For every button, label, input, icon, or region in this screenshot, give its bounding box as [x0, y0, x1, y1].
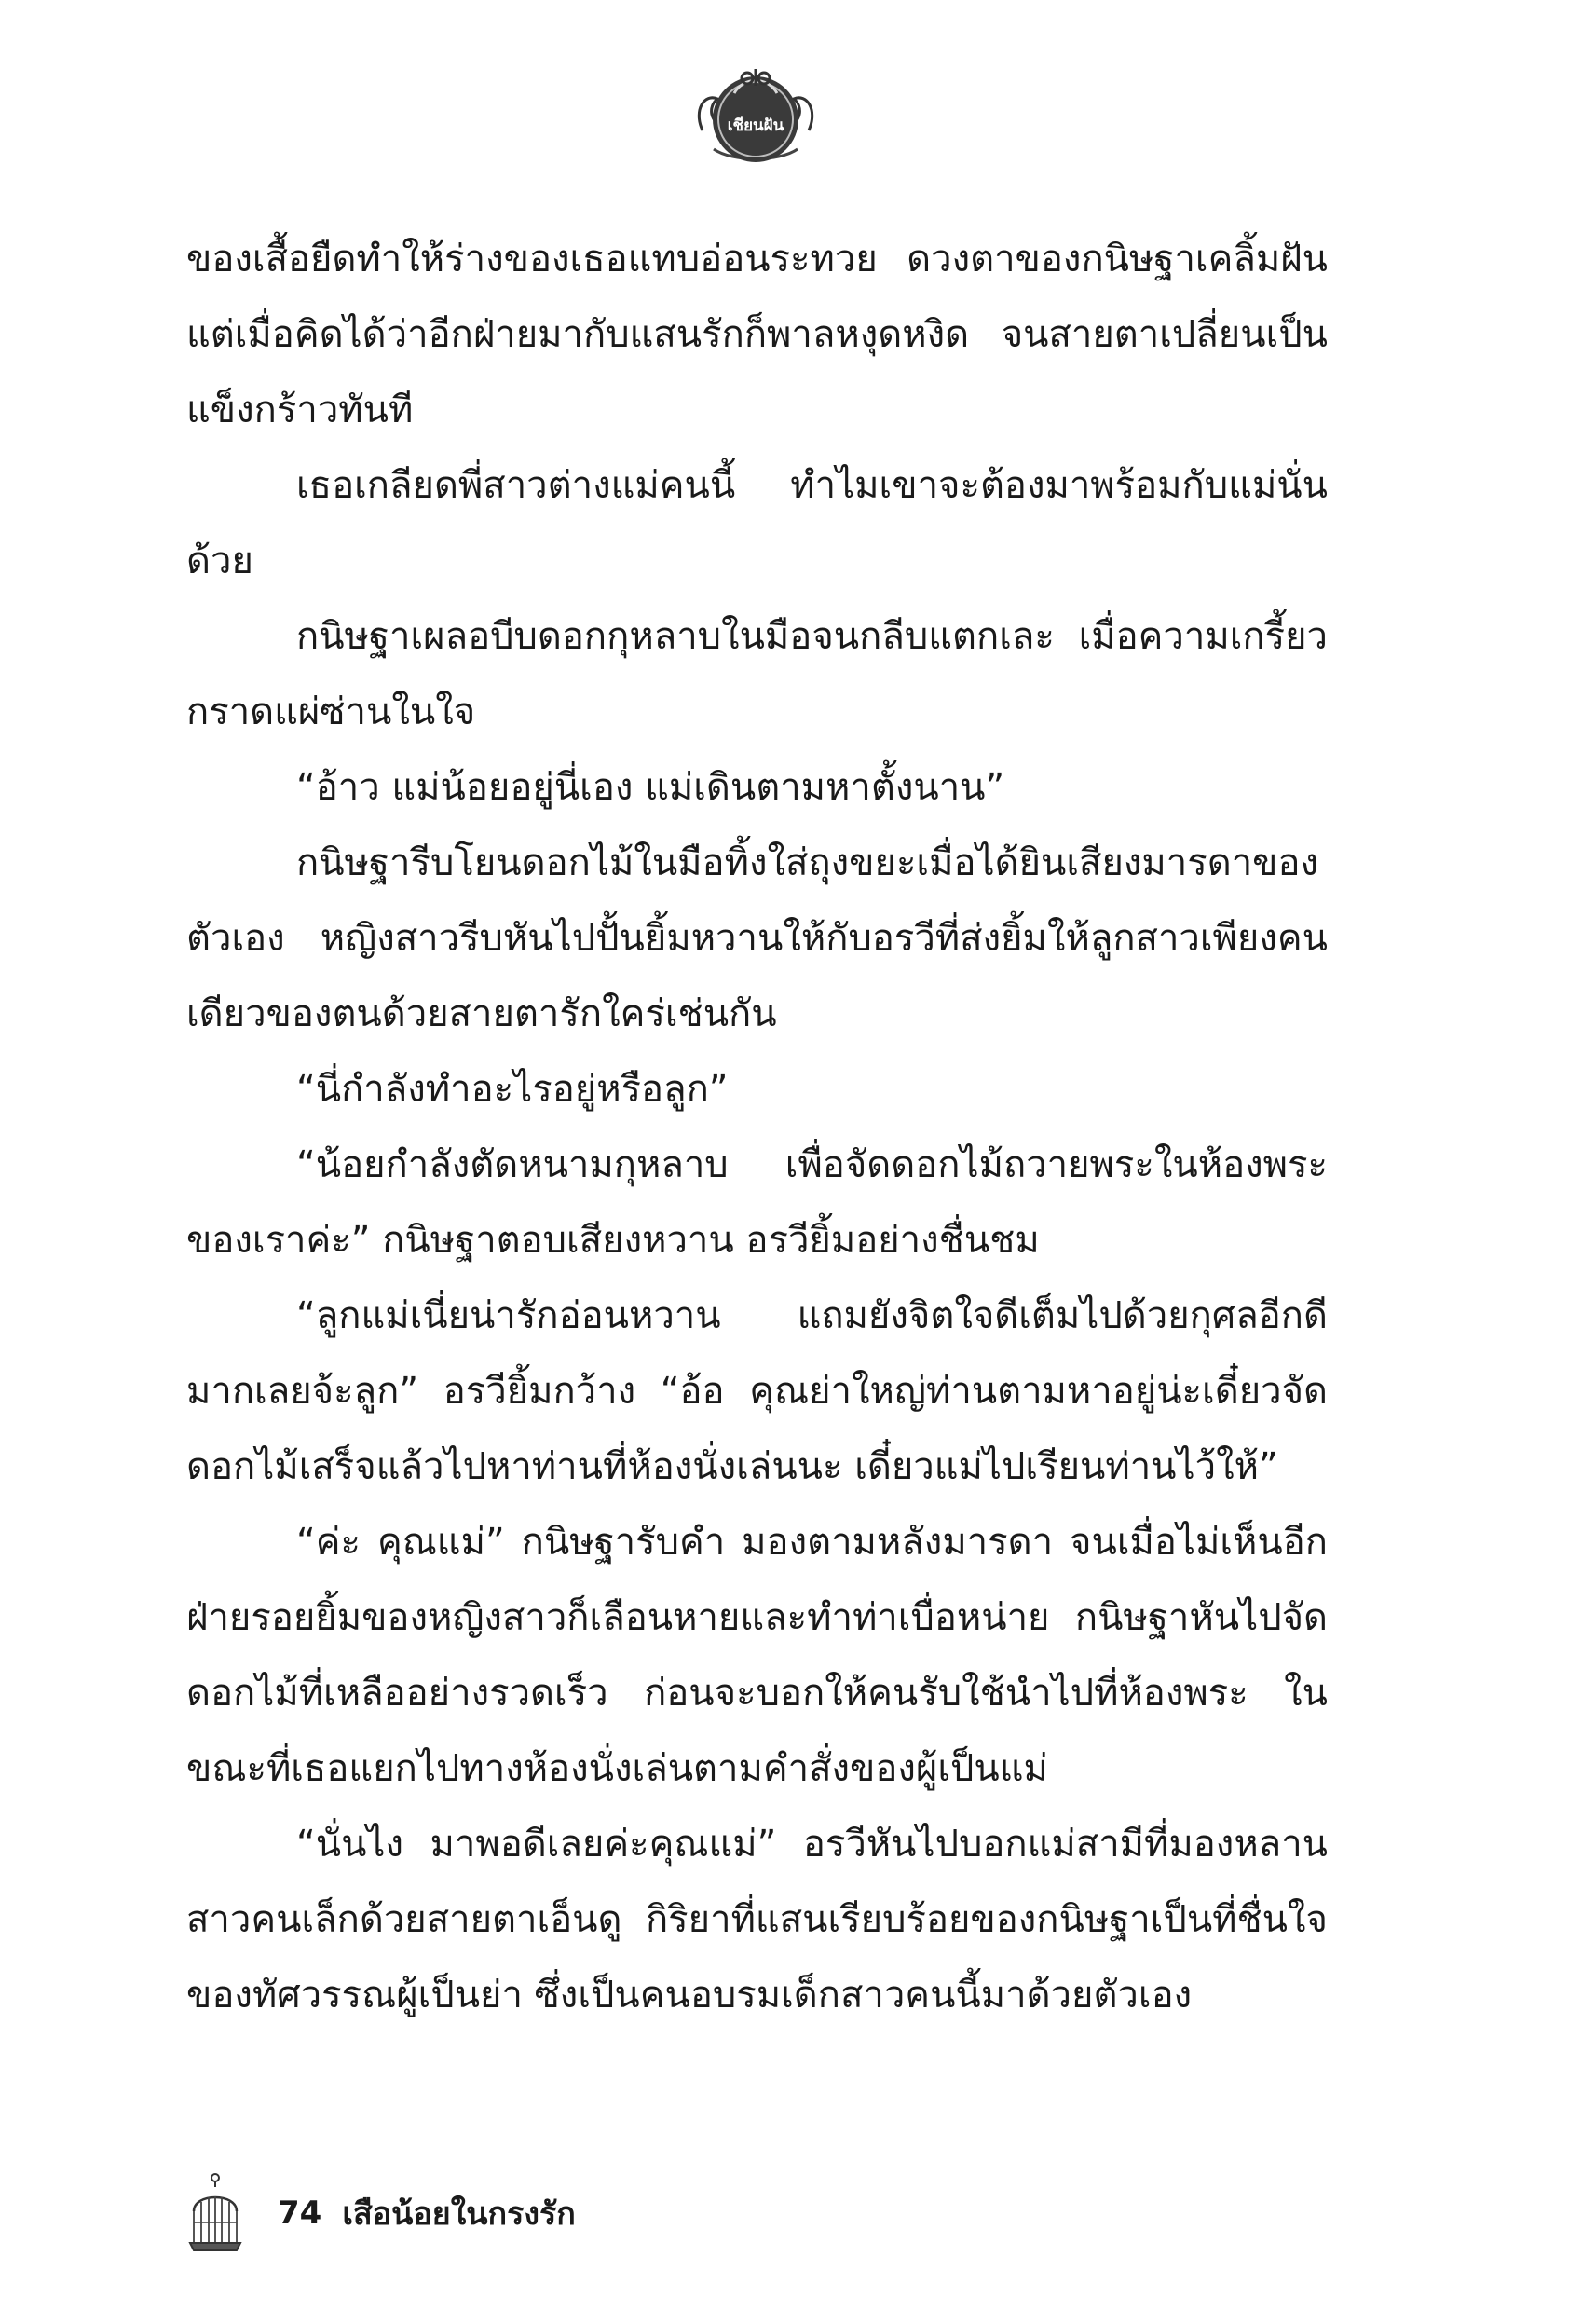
paragraph: “นั่นไง มาพอดีเลยค่ะคุณแม่” อรวีหันไปบอกแม่สามีที่มองหลานสาวคนเล็กด้วยสายตาเอ็นดู กิริยาที่แสนเรียบร้อยของกนิษฐาเป็นที่ชื่นใจของทัศวรรณผู้เป็นย่า ซึ่งเป็นคนอบรมเด็กสาวคนนี้มาด้วยตัวเอง — [186, 1823, 1328, 2017]
paragraph: “ค่ะ คุณแม่” กนิษฐารับคำ มองตามหลังมารดา จนเมื่อไม่เห็นอีกฝ่ายรอยยิ้มของหญิงสาวก็เลือนหายและทำท่าเบื่อหน่าย กนิษฐาหันไปจัดดอกไม้ที่เหลืออย่างรวดเร็ว ก่อนจะบอกให้คนรับใช้นำไปที่ห้องพระ ในขณะที่เธอแยกไปทางห้องนั่งเล่นตามคำสั่งของผู้เป็นแม่ — [186, 1521, 1328, 1790]
book-title: เสือน้อยในกรงรัก — [342, 2195, 576, 2233]
page-footer — [186, 2171, 576, 2255]
page-number: 74 — [278, 2195, 322, 2232]
paragraph: ของเสื้อยืดทำให้ร่างของเธอแทบอ่อนระทวย ดวงตาของกนิษฐาเคลิ้มฝัน แต่เมื่อคิดได้ว่าอีกฝ่ายมากับแสนรักก็พาลหงุดหงิด จนสายตาเปลี่ยนเป็นแข็งกร้าวทันที — [186, 238, 1328, 431]
paragraph: กนิษฐารีบโยนดอกไม้ในมือทิ้งใส่ถุงขยะเมื่อได้ยินเสียงมารดาของตัวเอง หญิงสาวรีบหันไปปั้นยิ้มหวานให้กับอรวีที่ส่งยิ้มให้ลูกสาวเพียงคนเดียวของตนด้วยสายตารักใคร่เช่นกัน — [186, 841, 1328, 1035]
logo-text: เชียนฝัน — [727, 116, 784, 135]
paragraph: กนิษฐาเผลอบีบดอกกุหลาบในมือจนกลีบแตกเละ เมื่อความเกรี้ยวกราดแผ่ซ่านในใจ — [186, 615, 1328, 733]
paragraph: “นี่กำลังทำอะไรอยู่หรือลูก” — [296, 1068, 729, 1111]
paragraph: “ลูกแม่เนี่ยน่ารักอ่อนหวาน แถมยังจิตใจดีเต็มไปด้วยกุศลอีกดีมากเลยจ้ะลูก” อรวียิ้มกว้าง “อ้อ คุณย่าใหญ่ท่านตามหาอยู่น่ะเดี๋ยวจัดดอกไม้เสร็จแล้วไปหาท่านที่ห้องนั่งเล่นนะ เดี๋ยวแม่ไปเรียนท่านไว้ให้” — [186, 1294, 1328, 1488]
birdcage-icon — [186, 2172, 244, 2254]
paragraph: “อ้าว แม่น้อยอยู่นี่เอง แม่เดินตามหาตั้งนาน” — [296, 766, 1005, 809]
page-body-text — [186, 222, 1328, 2033]
paragraph: “น้อยกำลังตัดหนามกุหลาบ เพื่อจัดดอกไม้ถวายพระในห้องพระของเราค่ะ” กนิษฐาตอบเสียงหวาน อรวียิ้มอย่างชื่นชม — [186, 1143, 1328, 1262]
publisher-logo — [686, 45, 825, 185]
paragraph: เธอเกลียดพี่สาวต่างแม่คนนี้ ทำไมเขาจะต้องมาพร้อมกับแม่นั่นด้วย — [186, 464, 1328, 582]
